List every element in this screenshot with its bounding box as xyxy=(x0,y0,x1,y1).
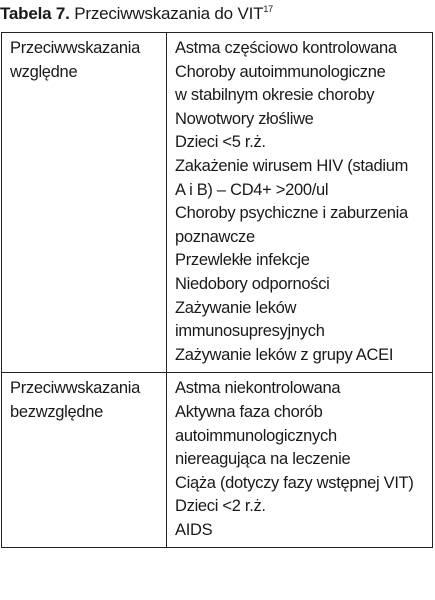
list-item: Choroby psychiczne i zaburzenia xyxy=(175,204,408,223)
category-cell-relative xyxy=(2,33,167,373)
table-row-relative xyxy=(2,33,433,373)
list-item: A i B) – CD4+ >200/ul xyxy=(175,180,329,199)
contraindications-table xyxy=(1,32,433,548)
list-item: poznawcze xyxy=(175,227,255,246)
list-item: niereagująca na leczenie xyxy=(175,450,351,469)
list-item: Nowotwory złośliwe xyxy=(175,109,314,128)
items-cell-absolute xyxy=(167,373,433,548)
list-item: Astma częściowo kontrolowana xyxy=(175,39,397,57)
category-line: bezwzględne xyxy=(10,402,104,421)
list-item: Astma niekontrolowana xyxy=(175,379,341,398)
list-item: Zakażenie wirusem HIV (stadium xyxy=(175,156,409,175)
table-caption xyxy=(0,4,273,24)
list-item: Zażywanie leków xyxy=(175,298,297,317)
caption-text: Przeciwwskazania do VIT xyxy=(69,4,264,23)
caption-reference: 17 xyxy=(263,4,273,14)
caption-label: Tabela 7. xyxy=(0,4,70,23)
list-item: Choroby autoimmunologiczne xyxy=(175,62,386,81)
list-item: Przewlekłe infekcje xyxy=(175,251,310,270)
list-item: w stabilnym okresie choroby xyxy=(175,86,375,105)
category-line: Przeciwwskazania xyxy=(10,379,140,398)
list-item: Niedobory odporności xyxy=(175,274,330,293)
list-item: Ciąża (dotyczy fazy wstępnej VIT) xyxy=(175,473,414,492)
list-item: Dzieci <2 r.ż. xyxy=(175,497,266,516)
list-item: immunosupresyjnych xyxy=(175,322,325,341)
category-cell-absolute xyxy=(2,373,167,548)
list-item: Zażywanie leków z grupy ACEI xyxy=(175,345,394,364)
table-row-absolute xyxy=(2,373,433,548)
category-line: względne xyxy=(10,62,78,81)
list-item: Dzieci <5 r.ż. xyxy=(175,133,266,152)
list-item: Aktywna faza chorób xyxy=(175,402,323,421)
category-line: Przeciwwskazania xyxy=(10,39,140,57)
items-cell-relative xyxy=(167,33,433,373)
list-item: autoimmunologicznych xyxy=(175,426,337,445)
list-item: AIDS xyxy=(175,520,213,539)
